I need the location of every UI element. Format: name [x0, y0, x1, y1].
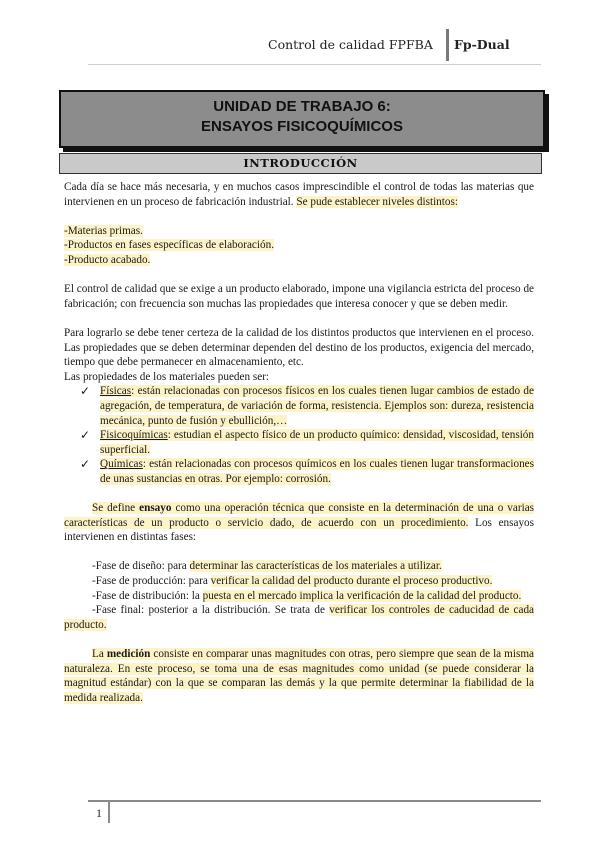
- phase-item: -Fase de diseño: para determinar las características de los materiales a utilizar.: [92, 560, 442, 573]
- properties-list: [64, 384, 534, 486]
- level-item: -Materias primas.: [64, 224, 143, 237]
- document-body: [64, 180, 534, 705]
- checkmark-icon: ✓: [80, 457, 91, 472]
- header-title: Control de calidad FPFBA: [268, 37, 433, 52]
- paragraph-medicion: La medición consiste en comparar unas magnitudes con otras, pero siempre que sean de la misma naturaleza. En este proceso, se toma una de esas magnitudes como unidad (se puede considerar la magnitud estándar) con la que se comparan las demás y la que permite determinar la fiabilidad de la medida realizada.: [64, 648, 534, 704]
- paragraph-certainty: Para lograrlo se debe tener certeza de la calidad de los distintos productos que intervienen en el proceso. Las propiedades que se deben determinar dependen del destino de los productos, exigencia del mercado, tiempo que debe permanecer en almacenamiento, etc.: [64, 326, 534, 369]
- header-separator: [446, 29, 449, 61]
- paragraph-ensayo: Se define ensayo como una operación técnica que consiste en la determinación de una o varias características de un producto o servicio dado, de acuerdo con un procedimiento. Los ensayos intervienen en distintas fases:: [64, 502, 535, 544]
- footer-separator: [108, 801, 110, 823]
- checkmark-icon: ✓: [80, 428, 91, 443]
- unit-title-box: [59, 90, 545, 148]
- unit-title-line2: ENSAYOS FISICOQUÍMICOS: [201, 118, 403, 135]
- phase-item: -Fase final: posterior a la distribución. Se trata de verificar los controles de caducidad de cada producto.: [64, 604, 534, 631]
- section-heading: INTRODUCCIÓN: [59, 153, 542, 174]
- paragraph-properties-intro: Las propiedades de los materiales pueden ser:: [64, 370, 270, 383]
- paragraph-quality: El control de calidad que se exige a un producto elaborado, impone una vigilancia estricta del proceso de fabricación; con frecuencia son muchas las propiedades que interesa conocer y que se deben medir.: [64, 283, 534, 310]
- phase-item: -Fase de distribución: la puesta en el mercado implica la verificación de la calidad del producto.: [92, 589, 522, 602]
- level-item: -Producto acabado.: [64, 253, 151, 266]
- page-header: [268, 37, 510, 52]
- unit-title-line1: UNIDAD DE TRABAJO 6:: [213, 98, 391, 115]
- list-item: ✓ Físicas: están relacionadas con procesos físicos en los cuales tienen lugar cambios de estado de agregación, de temperatura, de variación de forma, resistencia. Ejemplos son: dureza, resistencia mecánica, punto de fusión y ebullición,…: [80, 384, 534, 427]
- list-item: ✓ Químicas: están relacionadas con procesos químicos en los cuales tienen lugar transformaciones de unas sustancias en otras. Por ejemplo: corrosión.: [80, 457, 534, 485]
- footer-rule: [88, 800, 541, 802]
- list-item: ✓ Fisicoquímicas: estudian el aspecto físico de un producto químico: densidad, viscosidad, tensión superficial.: [80, 428, 534, 456]
- level-item: -Productos en fases específicas de elaboración.: [64, 239, 274, 252]
- checkmark-icon: ✓: [80, 384, 91, 399]
- paragraph-intro: Cada día se hace más necesaria, y en muchos casos imprescindible el control de todas las materias que intervienen en un proceso de fabricación industrial. Se pude establecer niveles distintos:: [64, 181, 534, 208]
- page-number: 1: [96, 806, 102, 820]
- header-rule: [88, 64, 541, 65]
- phase-item: -Fase de producción: para verificar la calidad del producto durante el proceso productivo.: [92, 575, 493, 588]
- header-program: Fp-Dual: [454, 37, 510, 52]
- highlight: Se pude establecer niveles distintos:: [296, 195, 458, 208]
